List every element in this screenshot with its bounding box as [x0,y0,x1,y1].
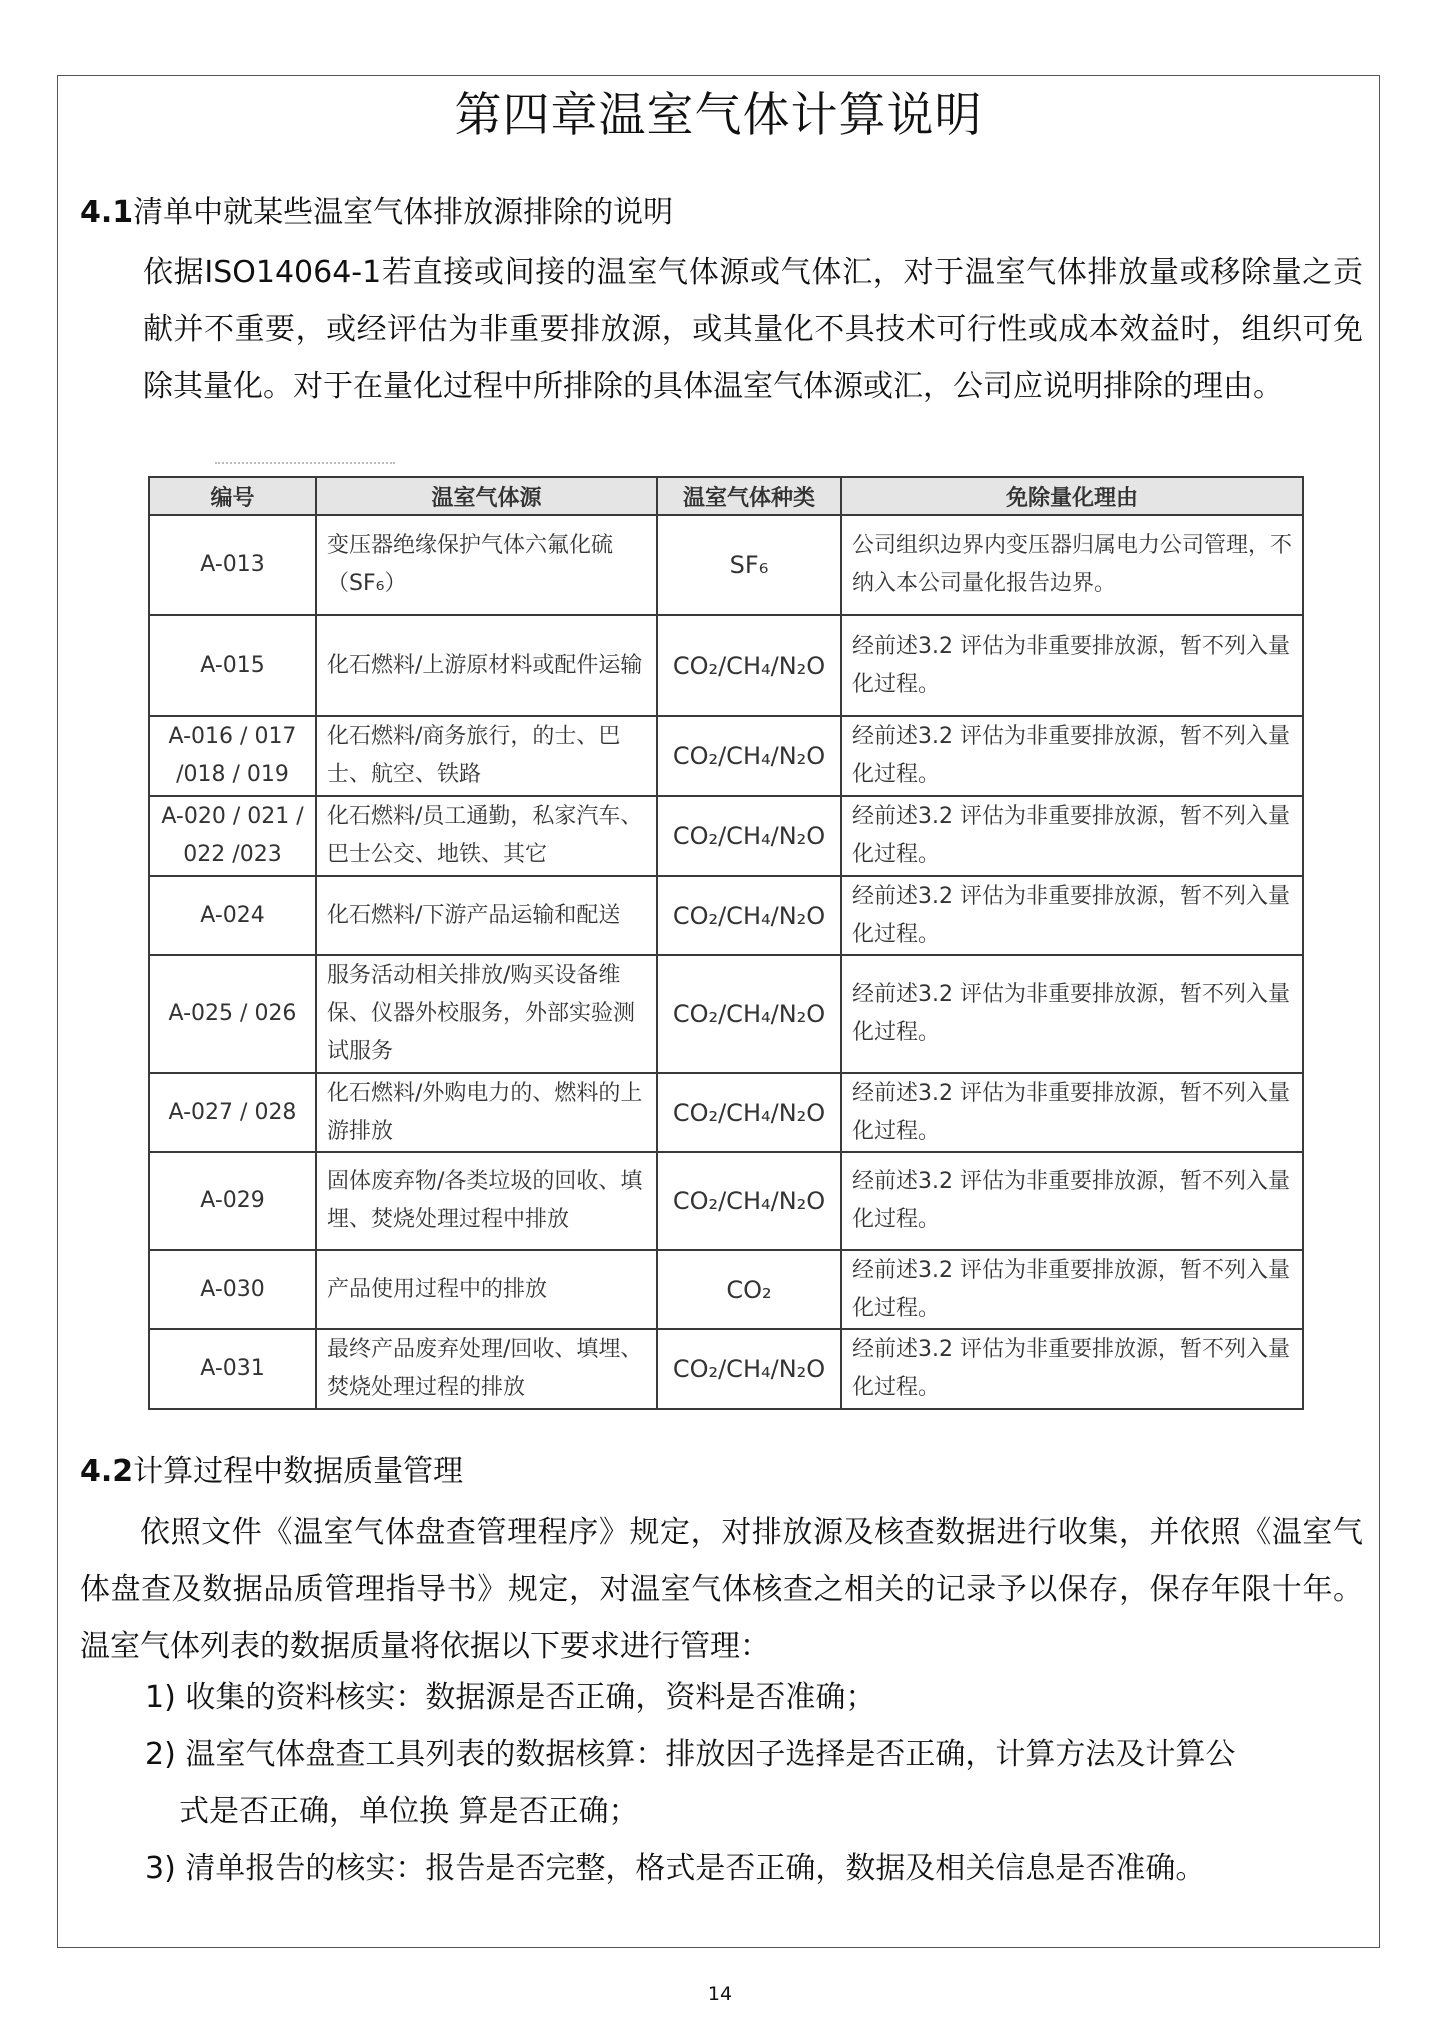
table-row [149,716,1303,796]
header-source: 温室气体源 [316,477,657,515]
section-4-2-title: 计算过程中数据质量管理 [133,1454,464,1489]
section-4-2-number: 4.2 [80,1454,134,1489]
section-4-2-paragraph: 依照文件《温室气体盘查管理程序》规定，对排放源及核查数据进行收集，并依照《温室气体盘查及数据品质管理指导书》规定，对温室气体核查之相关的记录予以保存，保存年限十年。温室气体列表的数据质量将依据以下要求进行管理： [80,1515,1363,1664]
cell-source: 化石燃料/外购电力的、燃料的上游排放 [316,1073,657,1152]
cell-id: A-029 [149,1152,316,1250]
list-text: 清单报告的核实：报告是否完整，格式是否正确，数据及相关信息是否准确。 [185,1851,1206,1886]
cell-source: 固体废弃物/各类垃圾的回收、填埋、焚烧处理过程中排放 [316,1152,657,1250]
table-row [149,515,1303,615]
section-4-2-heading [80,1452,463,1492]
list-text: 温室气体盘查工具列表的数据核算：排放因子选择是否正确，计算方法及计算公 [185,1737,1236,1772]
table-row [149,876,1303,955]
cell-id: A-030 [149,1250,316,1329]
cell-reason: 公司组织边界内变压器归属电力公司管理，不纳入本公司量化报告边界。 [841,515,1303,615]
section-4-1-number: 4.1 [80,195,134,230]
list-marker: 3) [145,1851,176,1886]
table-header-row [149,477,1303,515]
cell-reason: 经前述3.2 评估为非重要排放源，暂不列入量化过程。 [841,1152,1303,1250]
cell-reason: 经前述3.2 评估为非重要排放源，暂不列入量化过程。 [841,1250,1303,1329]
cell-source: 化石燃料/商务旅行，的士、巴士、航空、铁路 [316,716,657,796]
table-row [149,955,1303,1073]
table-row [149,1250,1303,1329]
section-4-1-title: 清单中就某些温室气体排放源排除的说明 [133,195,674,230]
list-marker: 1) [145,1680,176,1715]
cell-source: 化石燃料/员工通勤，私家汽车、巴士公交、地铁、其它 [316,796,657,876]
cell-id: A-027 / 028 [149,1073,316,1152]
table-row [149,1152,1303,1250]
cell-gas: CO₂ [657,1250,841,1329]
header-reason: 免除量化理由 [841,477,1303,515]
list-marker: 2) [145,1737,176,1772]
cell-gas: CO₂/CH₄/N₂O [657,1329,841,1409]
table-row [149,615,1303,716]
cell-reason: 经前述3.2 评估为非重要排放源，暂不列入量化过程。 [841,876,1303,955]
cell-gas: CO₂/CH₄/N₂O [657,615,841,716]
cell-reason: 经前述3.2 评估为非重要排放源，暂不列入量化过程。 [841,1073,1303,1152]
cell-id: A-025 / 026 [149,955,316,1073]
cell-gas: CO₂/CH₄/N₂O [657,1152,841,1250]
page-number: 14 [707,1983,733,2005]
list-item [145,1669,1365,1726]
cell-id: A-020 / 021 / 022 /023 [149,796,316,876]
header-id: 编号 [149,477,316,515]
cell-gas: CO₂/CH₄/N₂O [657,716,841,796]
cell-source: 变压器绝缘保护气体六氟化硫（SF₆） [316,515,657,615]
cell-id: A-016 / 017 /018 / 019 [149,716,316,796]
section-4-1-paragraph: 依据ISO14064-1若直接或间接的温室气体源或气体汇，对于温室气体排放量或移除量之贡献并不重要，或经评估为非重要排放源，或其量化不具技术可行性或成本效益时，组织可免除其量化。对于在量化过程中所排除的具体温室气体源或汇，公司应说明排除的理由。 [143,255,1363,404]
cell-reason: 经前述3.2 评估为非重要排放源，暂不列入量化过程。 [841,716,1303,796]
chapter-title: 第四章温室气体计算说明 [454,88,983,143]
cell-source: 服务活动相关排放/购买设备维保、仪器外校服务，外部实验测试服务 [316,955,657,1073]
excluded-sources-table [148,476,1304,1410]
cell-source: 产品使用过程中的排放 [316,1250,657,1329]
table-row [149,796,1303,876]
cell-id: A-015 [149,615,316,716]
cell-gas: CO₂/CH₄/N₂O [657,1073,841,1152]
cell-source: 最终产品废弃处理/回收、填埋、焚烧处理过程的排放 [316,1329,657,1409]
section-4-1-heading [80,193,673,233]
list-item [145,1726,1365,1840]
cell-gas: CO₂/CH₄/N₂O [657,955,841,1073]
table-row [149,1329,1303,1409]
list-item [145,1840,1365,1897]
cell-id: A-031 [149,1329,316,1409]
cell-id: A-013 [149,515,316,615]
cell-reason: 经前述3.2 评估为非重要排放源，暂不列入量化过程。 [841,1329,1303,1409]
faint-scan-mark [215,462,395,468]
cell-reason: 经前述3.2 评估为非重要排放源，暂不列入量化过程。 [841,615,1303,716]
cell-gas: CO₂/CH₄/N₂O [657,796,841,876]
cell-reason: 经前述3.2 评估为非重要排放源，暂不列入量化过程。 [841,955,1303,1073]
cell-gas: SF₆ [657,515,841,615]
cell-reason: 经前述3.2 评估为非重要排放源，暂不列入量化过程。 [841,796,1303,876]
cell-gas: CO₂/CH₄/N₂O [657,876,841,955]
list-text-continued: 式是否正确，单位换 算是否正确； [179,1794,639,1829]
header-gas: 温室气体种类 [657,477,841,515]
table-row [149,1073,1303,1152]
cell-source: 化石燃料/下游产品运输和配送 [316,876,657,955]
cell-id: A-024 [149,876,316,955]
list-text: 收集的资料核实：数据源是否正确，资料是否准确； [185,1680,876,1715]
cell-source: 化石燃料/上游原材料或配件运输 [316,615,657,716]
